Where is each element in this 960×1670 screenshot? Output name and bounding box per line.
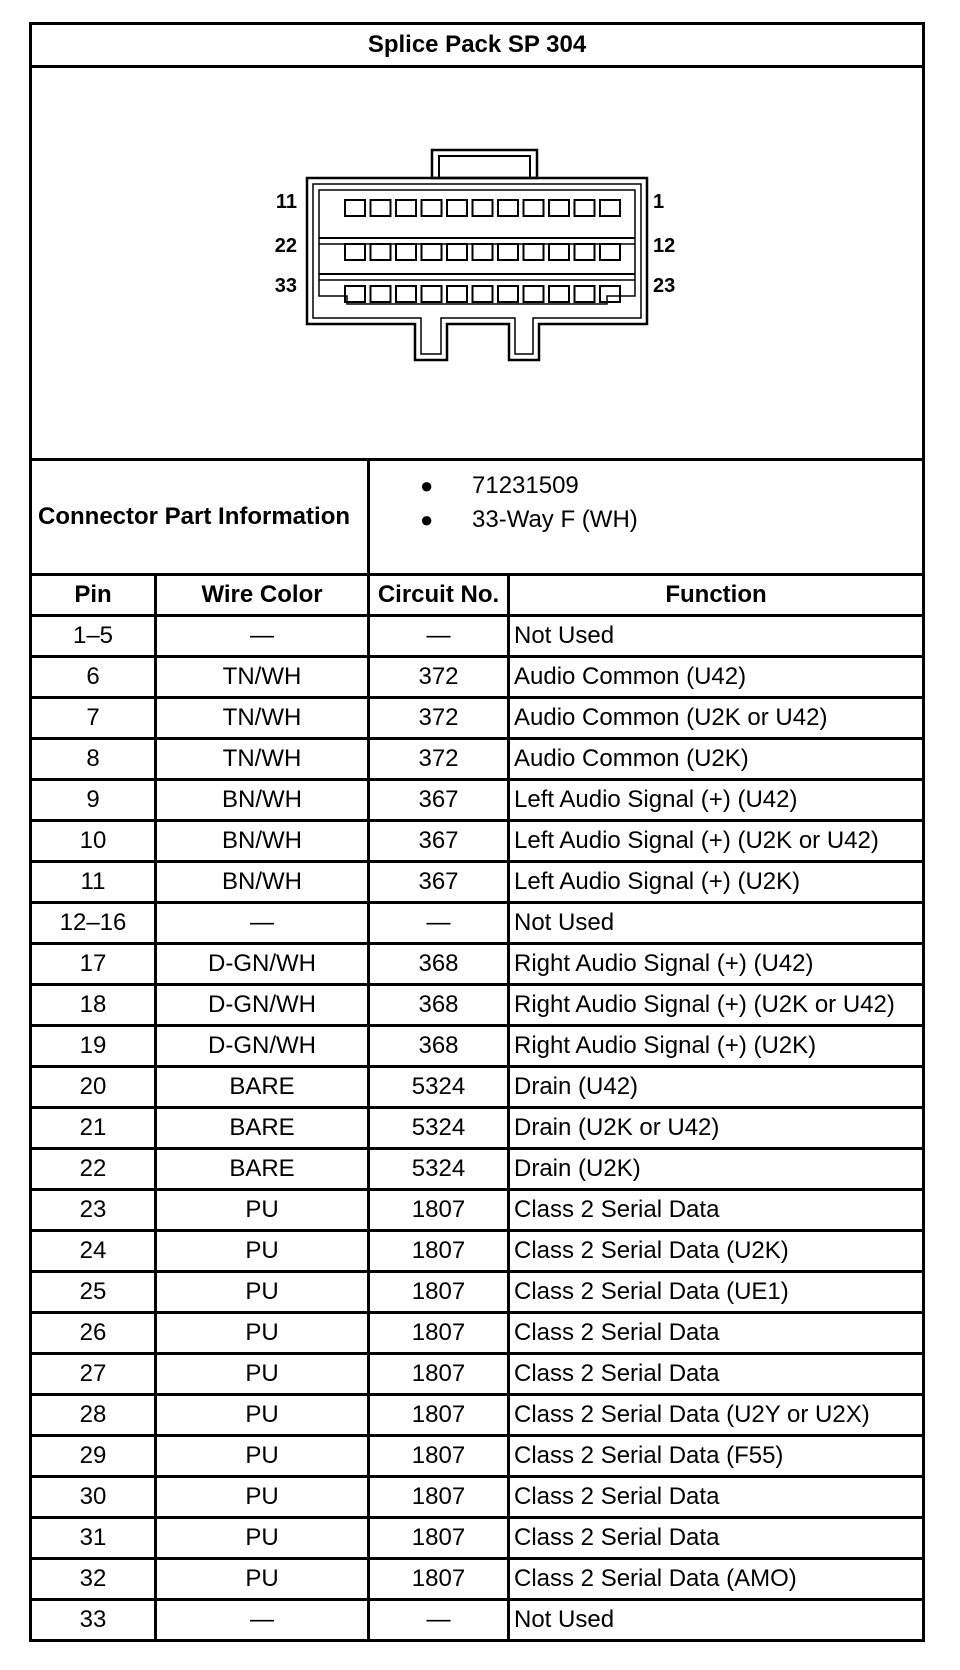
pin-cavity bbox=[549, 200, 569, 216]
table-row bbox=[31, 1395, 924, 1436]
pin-cell: 28 bbox=[31, 1395, 156, 1436]
wire-color-cell: D-GN/WH bbox=[156, 944, 369, 985]
pin-cell: 33 bbox=[31, 1600, 156, 1641]
function-cell: Right Audio Signal (+) (U2K) bbox=[509, 1026, 924, 1067]
circuit-cell: 367 bbox=[369, 780, 509, 821]
pin-cavity bbox=[396, 244, 416, 260]
table-row bbox=[31, 1477, 924, 1518]
pin-cavity bbox=[345, 200, 365, 216]
pin-cell: 29 bbox=[31, 1436, 156, 1477]
connector-part-info-label: Connector Part Information bbox=[31, 460, 369, 575]
pin-cavity bbox=[600, 286, 620, 302]
part-info-item bbox=[420, 503, 922, 537]
pin-cavity bbox=[498, 200, 518, 216]
pin-cavity bbox=[473, 244, 493, 260]
function-cell: Audio Common (U2K or U42) bbox=[509, 698, 924, 739]
pin-cavity bbox=[473, 286, 493, 302]
pin-cell: 21 bbox=[31, 1108, 156, 1149]
pin-cavity bbox=[473, 200, 493, 216]
wire-color-cell: PU bbox=[156, 1436, 369, 1477]
circuit-cell: — bbox=[369, 1600, 509, 1641]
table-row bbox=[31, 1026, 924, 1067]
pin-cell: 26 bbox=[31, 1313, 156, 1354]
table-row bbox=[31, 1272, 924, 1313]
wire-color-cell: PU bbox=[156, 1190, 369, 1231]
function-cell: Drain (U2K or U42) bbox=[509, 1108, 924, 1149]
function-cell: Left Audio Signal (+) (U2K or U42) bbox=[509, 821, 924, 862]
circuit-cell: 1807 bbox=[369, 1395, 509, 1436]
pin-cavity bbox=[549, 286, 569, 302]
wire-color-cell: BN/WH bbox=[156, 862, 369, 903]
pin-cavity bbox=[447, 244, 467, 260]
connector-face-diagram bbox=[267, 146, 687, 376]
pin-cell: 27 bbox=[31, 1354, 156, 1395]
part-number: 71231509 bbox=[472, 472, 579, 499]
pin-cell: 25 bbox=[31, 1272, 156, 1313]
table-row bbox=[31, 1600, 924, 1641]
function-cell: Class 2 Serial Data bbox=[509, 1477, 924, 1518]
pin-cavity bbox=[345, 286, 365, 302]
wire-color-cell: TN/WH bbox=[156, 739, 369, 780]
wire-color-cell: D-GN/WH bbox=[156, 1026, 369, 1067]
pin-cavity bbox=[600, 244, 620, 260]
connector-diagram bbox=[31, 67, 924, 460]
circuit-cell: 1807 bbox=[369, 1518, 509, 1559]
circuit-cell: 372 bbox=[369, 657, 509, 698]
pin-cell: 11 bbox=[31, 862, 156, 903]
wire-color-cell: PU bbox=[156, 1518, 369, 1559]
circuit-cell: 368 bbox=[369, 985, 509, 1026]
pin-cavity bbox=[524, 200, 544, 216]
wire-color-cell: PU bbox=[156, 1477, 369, 1518]
pin-cell: 20 bbox=[31, 1067, 156, 1108]
circuit-cell: 372 bbox=[369, 698, 509, 739]
page-title: Splice Pack SP 304 bbox=[31, 24, 924, 67]
part-info-item bbox=[420, 469, 922, 503]
wire-color-cell: — bbox=[156, 1600, 369, 1641]
table-row bbox=[31, 616, 924, 657]
circuit-cell: 368 bbox=[369, 944, 509, 985]
bullet-icon: ● bbox=[420, 507, 434, 532]
function-cell: Audio Common (U2K) bbox=[509, 739, 924, 780]
pin-label-row2-right: 12 bbox=[653, 234, 676, 257]
pin-cavity bbox=[422, 244, 442, 260]
splice-pack-sheet bbox=[29, 22, 922, 1652]
wire-color-cell: PU bbox=[156, 1272, 369, 1313]
function-cell: Drain (U2K) bbox=[509, 1149, 924, 1190]
table-row bbox=[31, 698, 924, 739]
pin-cavity bbox=[600, 200, 620, 216]
circuit-cell: 1807 bbox=[369, 1436, 509, 1477]
circuit-cell: 1807 bbox=[369, 1354, 509, 1395]
table-row bbox=[31, 657, 924, 698]
pin-cavity bbox=[422, 200, 442, 216]
table-row bbox=[31, 1559, 924, 1600]
table-row bbox=[31, 1436, 924, 1477]
function-cell: Class 2 Serial Data bbox=[509, 1190, 924, 1231]
circuit-cell: 1807 bbox=[369, 1313, 509, 1354]
pin-cell: 23 bbox=[31, 1190, 156, 1231]
pin-cell: 9 bbox=[31, 780, 156, 821]
pin-cell: 10 bbox=[31, 821, 156, 862]
pin-cavity bbox=[371, 200, 391, 216]
pin-cell: 1–5 bbox=[31, 616, 156, 657]
function-cell: Not Used bbox=[509, 616, 924, 657]
circuit-cell: 5324 bbox=[369, 1149, 509, 1190]
wire-color-cell: D-GN/WH bbox=[156, 985, 369, 1026]
pin-cell: 31 bbox=[31, 1518, 156, 1559]
pin-cavity bbox=[345, 244, 365, 260]
bullet-icon: ● bbox=[420, 473, 434, 498]
circuit-cell: 1807 bbox=[369, 1272, 509, 1313]
function-cell: Right Audio Signal (+) (U42) bbox=[509, 944, 924, 985]
function-cell: Class 2 Serial Data bbox=[509, 1518, 924, 1559]
wire-color-cell: PU bbox=[156, 1231, 369, 1272]
function-cell: Audio Common (U42) bbox=[509, 657, 924, 698]
function-cell: Left Audio Signal (+) (U42) bbox=[509, 780, 924, 821]
table-row bbox=[31, 862, 924, 903]
pin-cell: 24 bbox=[31, 1231, 156, 1272]
header-function: Function bbox=[509, 575, 924, 616]
wire-color-cell: — bbox=[156, 616, 369, 657]
pin-cell: 17 bbox=[31, 944, 156, 985]
pin-label-row3-right: 23 bbox=[653, 274, 676, 297]
pin-cavity bbox=[498, 286, 518, 302]
wire-color-cell: PU bbox=[156, 1354, 369, 1395]
table-row bbox=[31, 1354, 924, 1395]
pin-cavity bbox=[575, 200, 595, 216]
table-row bbox=[31, 1231, 924, 1272]
pin-cavity bbox=[396, 286, 416, 302]
pin-cavity bbox=[371, 286, 391, 302]
wire-color-cell: BN/WH bbox=[156, 821, 369, 862]
function-cell: Class 2 Serial Data bbox=[509, 1354, 924, 1395]
function-cell: Class 2 Serial Data bbox=[509, 1313, 924, 1354]
wire-color-cell: TN/WH bbox=[156, 657, 369, 698]
wire-color-cell: BARE bbox=[156, 1108, 369, 1149]
circuit-cell: 1807 bbox=[369, 1190, 509, 1231]
connector-part-info-values bbox=[369, 460, 924, 575]
header-circuit-no: Circuit No. bbox=[369, 575, 509, 616]
function-cell: Class 2 Serial Data (F55) bbox=[509, 1436, 924, 1477]
table-row bbox=[31, 1313, 924, 1354]
circuit-cell: 1807 bbox=[369, 1231, 509, 1272]
wire-color-cell: BARE bbox=[156, 1067, 369, 1108]
table-header-row bbox=[31, 575, 924, 616]
function-cell: Class 2 Serial Data (UE1) bbox=[509, 1272, 924, 1313]
pin-cavity bbox=[396, 200, 416, 216]
wire-color-cell: — bbox=[156, 903, 369, 944]
pin-cavity bbox=[575, 286, 595, 302]
pin-cell: 19 bbox=[31, 1026, 156, 1067]
circuit-cell: 5324 bbox=[369, 1067, 509, 1108]
pin-label-row3-left: 33 bbox=[274, 274, 297, 297]
pin-label-row1-left: 11 bbox=[275, 190, 297, 213]
header-wire-color: Wire Color bbox=[156, 575, 369, 616]
pin-cavity bbox=[524, 244, 544, 260]
wire-color-cell: PU bbox=[156, 1395, 369, 1436]
table-row bbox=[31, 985, 924, 1026]
pin-cavity bbox=[549, 244, 569, 260]
circuit-cell: 1807 bbox=[369, 1559, 509, 1600]
circuit-cell: 5324 bbox=[369, 1108, 509, 1149]
wire-color-cell: BARE bbox=[156, 1149, 369, 1190]
function-cell: Class 2 Serial Data (U2Y or U2X) bbox=[509, 1395, 924, 1436]
table-row bbox=[31, 1518, 924, 1559]
pin-cavity bbox=[524, 286, 544, 302]
circuit-cell: — bbox=[369, 616, 509, 657]
table-row bbox=[31, 1067, 924, 1108]
circuit-cell: — bbox=[369, 903, 509, 944]
pin-cell: 18 bbox=[31, 985, 156, 1026]
circuit-cell: 1807 bbox=[369, 1477, 509, 1518]
circuit-cell: 367 bbox=[369, 862, 509, 903]
header-pin: Pin bbox=[31, 575, 156, 616]
function-cell: Drain (U42) bbox=[509, 1067, 924, 1108]
pin-cell: 12–16 bbox=[31, 903, 156, 944]
table-row bbox=[31, 1190, 924, 1231]
table-row bbox=[31, 821, 924, 862]
pin-cell: 22 bbox=[31, 1149, 156, 1190]
splice-pack-table bbox=[29, 22, 925, 1642]
wire-color-cell: PU bbox=[156, 1559, 369, 1600]
function-cell: Not Used bbox=[509, 1600, 924, 1641]
table-row bbox=[31, 739, 924, 780]
circuit-cell: 372 bbox=[369, 739, 509, 780]
table-row bbox=[31, 1108, 924, 1149]
pin-cavity bbox=[575, 244, 595, 260]
connector-description: 33-Way F (WH) bbox=[472, 506, 638, 533]
pin-cell: 30 bbox=[31, 1477, 156, 1518]
pin-cavity bbox=[447, 286, 467, 302]
table-row bbox=[31, 1149, 924, 1190]
pin-cavity bbox=[371, 244, 391, 260]
wire-color-cell: TN/WH bbox=[156, 698, 369, 739]
pin-cavity bbox=[498, 244, 518, 260]
pin-cell: 8 bbox=[31, 739, 156, 780]
table-row bbox=[31, 780, 924, 821]
function-cell: Class 2 Serial Data (AMO) bbox=[509, 1559, 924, 1600]
pin-label-row1-right: 1 bbox=[653, 190, 665, 213]
table-row bbox=[31, 944, 924, 985]
function-cell: Class 2 Serial Data (U2K) bbox=[509, 1231, 924, 1272]
pin-cavity bbox=[447, 200, 467, 216]
pin-cell: 6 bbox=[31, 657, 156, 698]
pin-cell: 32 bbox=[31, 1559, 156, 1600]
wire-color-cell: BN/WH bbox=[156, 780, 369, 821]
function-cell: Right Audio Signal (+) (U2K or U42) bbox=[509, 985, 924, 1026]
function-cell: Left Audio Signal (+) (U2K) bbox=[509, 862, 924, 903]
pin-cell: 7 bbox=[31, 698, 156, 739]
table-row bbox=[31, 903, 924, 944]
circuit-cell: 368 bbox=[369, 1026, 509, 1067]
wire-color-cell: PU bbox=[156, 1313, 369, 1354]
pin-label-row2-left: 22 bbox=[274, 234, 297, 257]
function-cell: Not Used bbox=[509, 903, 924, 944]
circuit-cell: 367 bbox=[369, 821, 509, 862]
pin-cavity bbox=[422, 286, 442, 302]
